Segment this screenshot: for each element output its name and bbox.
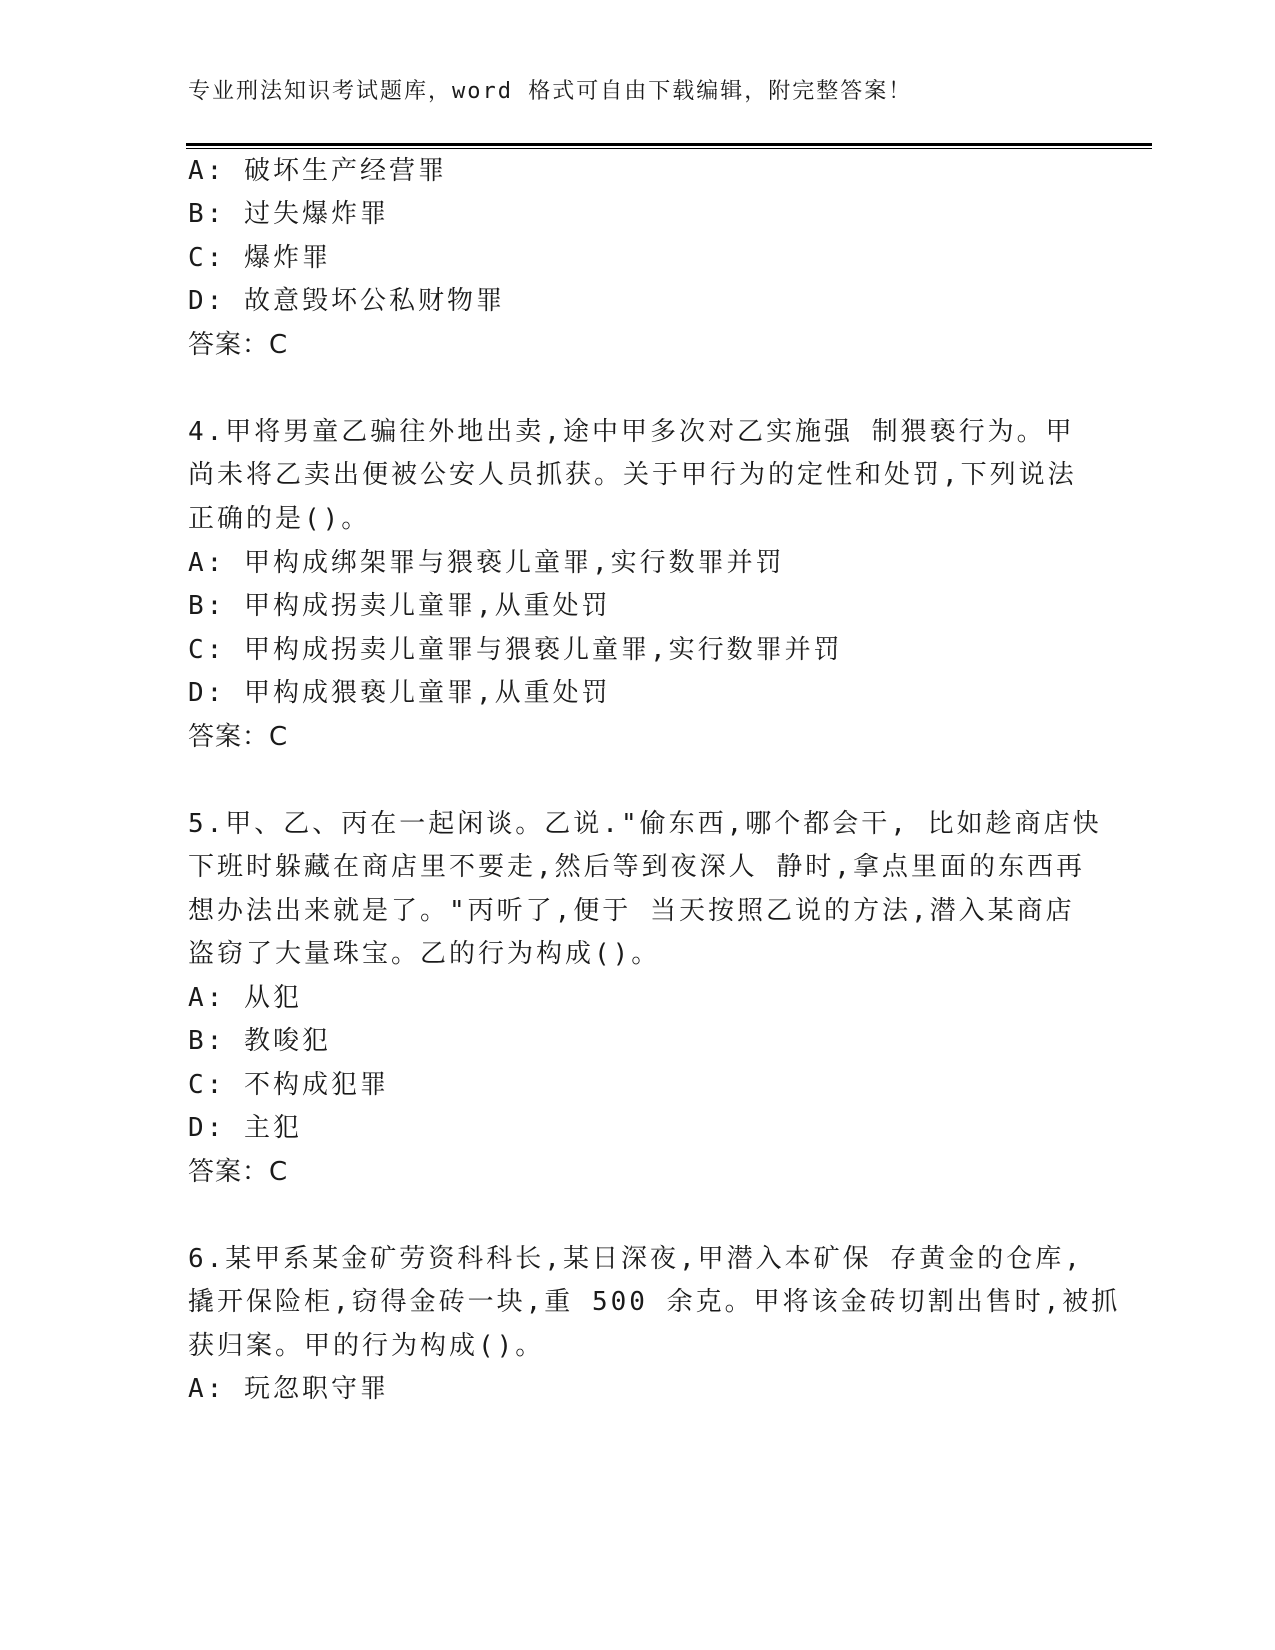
q4-option-b: B: 甲构成拐卖儿童罪,从重处罚 bbox=[188, 591, 611, 621]
q5-stem-line-1: 5.甲、乙、丙在一起闲谈。乙说."偷东西,哪个都会干, 比如趁商店快 bbox=[188, 809, 1102, 839]
q5-option-a: A: 从犯 bbox=[188, 983, 302, 1013]
q3-option-c: C: 爆炸罪 bbox=[188, 243, 331, 273]
q5-option-b: B: 教唆犯 bbox=[188, 1026, 331, 1056]
q6-stem-line-1: 6.某甲系某金矿劳资科科长,某日深夜,甲潜入本矿保 存黄金的仓库, bbox=[188, 1244, 1083, 1274]
q4-option-a: A: 甲构成绑架罪与猥亵儿童罪,实行数罪并罚 bbox=[188, 548, 785, 578]
q5-answer: 答案：C bbox=[188, 1157, 289, 1187]
q4-option-c: C: 甲构成拐卖儿童罪与猥亵儿童罪,实行数罪并罚 bbox=[188, 635, 843, 665]
q5-option-c: C: 不构成犯罪 bbox=[188, 1070, 389, 1100]
q4-answer: 答案：C bbox=[188, 722, 289, 752]
q3-option-a: A: 破坏生产经营罪 bbox=[188, 156, 447, 186]
q6-stem-line-3: 获归案。甲的行为构成()。 bbox=[188, 1331, 545, 1361]
header-rule-thin bbox=[186, 148, 1152, 149]
q5-stem-line-3: 想办法出来就是了。"丙听了,便于 当天按照乙说的方法,潜入某商店 bbox=[188, 896, 1075, 926]
q3-option-d: D: 故意毁坏公私财物罪 bbox=[188, 286, 505, 316]
q5-stem-line-2: 下班时躲藏在商店里不要走,然后等到夜深人 静时,拿点里面的东西再 bbox=[188, 852, 1085, 882]
q4-option-d: D: 甲构成猥亵儿童罪,从重处罚 bbox=[188, 678, 611, 708]
q5-option-d: D: 主犯 bbox=[188, 1113, 302, 1143]
header-rule bbox=[186, 143, 1152, 150]
page-header: 专业刑法知识考试题库，word 格式可自由下载编辑，附完整答案！ bbox=[188, 79, 913, 104]
q4-stem-line-2: 尚未将乙卖出便被公安人员抓获。关于甲行为的定性和处罚,下列说法 bbox=[188, 460, 1077, 490]
q5-stem-line-4: 盗窃了大量珠宝。乙的行为构成()。 bbox=[188, 939, 661, 969]
q3-option-b: B: 过失爆炸罪 bbox=[188, 199, 389, 229]
q4-stem-line-1: 4.甲将男童乙骗往外地出卖,途中甲多次对乙实施强 制猥亵行为。甲 bbox=[188, 417, 1075, 447]
q4-stem-line-3: 正确的是()。 bbox=[188, 504, 371, 534]
header-rule-thick bbox=[186, 143, 1152, 146]
q6-option-a: A: 玩忽职守罪 bbox=[188, 1374, 389, 1404]
q3-answer: 答案：C bbox=[188, 330, 289, 360]
q6-stem-line-2: 撬开保险柜,窃得金砖一块,重 500 余克。甲将该金砖切割出售时,被抓 bbox=[188, 1287, 1121, 1317]
